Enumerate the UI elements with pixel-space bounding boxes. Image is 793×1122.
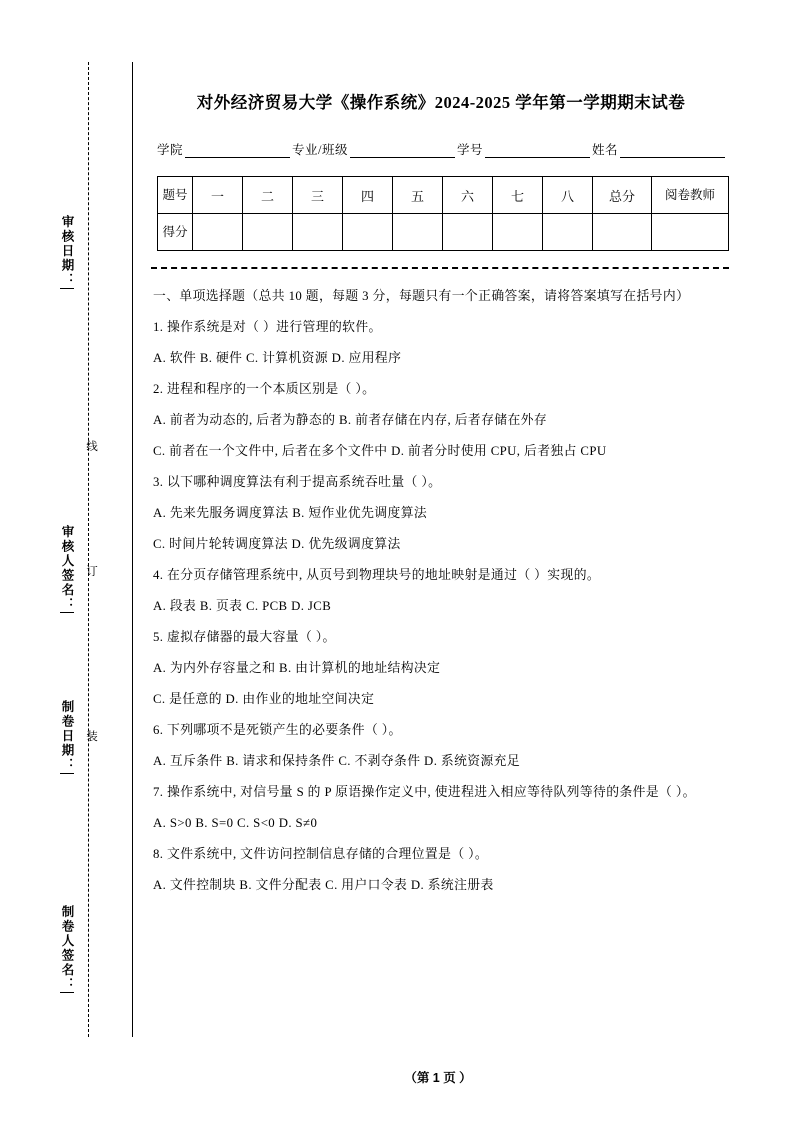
margin-dashed-line — [88, 62, 89, 1037]
col-total: 总分 — [593, 177, 652, 214]
col-4: 四 — [343, 177, 393, 214]
question-6-stem: 6. 下列哪项不是死锁产生的必要条件（ ）。 — [153, 723, 402, 737]
exam-content-frame — [132, 62, 745, 1037]
section-divider — [151, 267, 729, 269]
col-2: 二 — [243, 177, 293, 214]
row-label-question-number: 题号 — [158, 177, 193, 214]
margin-staple-mark: 订 — [85, 565, 97, 577]
question-3-stem: 3. 以下哪种调度算法有利于提高系统吞吐量（ ）。 — [153, 475, 442, 489]
question-5-options-ab: A. 为内外存容量之和 B. 由计算机的地址结构决定 — [153, 661, 441, 675]
question-6-options: A. 互斥条件 B. 请求和保持条件 C. 不剥夺条件 D. 系统资源充足 — [153, 754, 521, 768]
margin-review-signature: 审核人签名： — [60, 525, 74, 612]
margin-paper-date: 制卷日期： — [60, 700, 74, 773]
row-label-score: 得分 — [158, 214, 193, 251]
score-cell-5[interactable] — [393, 214, 443, 251]
table-row-score — [158, 214, 729, 251]
col-8: 八 — [543, 177, 593, 214]
score-cell-3[interactable] — [293, 214, 343, 251]
question-2-options-cd: C. 前者在一个文件中, 后者在多个文件中 D. 前者分时使用 CPU, 后者独占 CPU — [153, 444, 607, 458]
major-class-label: 专业/班级 — [292, 143, 348, 157]
score-cell-8[interactable] — [543, 214, 593, 251]
student-id-input[interactable] — [485, 143, 590, 158]
question-5-stem: 5. 虚拟存储器的最大容量（ ）。 — [153, 630, 336, 644]
question-3-options-ab: A. 先来先服务调度算法 B. 短作业优先调度算法 — [153, 506, 428, 520]
question-3-options-cd: C. 时间片轮转调度算法 D. 优先级调度算法 — [153, 537, 401, 551]
question-1-stem: 1. 操作系统是对（ ）进行管理的软件。 — [153, 320, 382, 334]
score-cell-4[interactable] — [343, 214, 393, 251]
college-input[interactable] — [185, 143, 290, 158]
col-5: 五 — [393, 177, 443, 214]
score-cell-7[interactable] — [493, 214, 543, 251]
score-cell-6[interactable] — [443, 214, 493, 251]
col-1: 一 — [193, 177, 243, 214]
table-row-header — [158, 177, 729, 214]
major-class-input[interactable] — [350, 143, 455, 158]
col-teacher: 阅卷教师 — [652, 177, 729, 214]
question-4-stem: 4. 在分页存储管理系统中, 从页号到物理块号的地址映射是通过（ ）实现的。 — [153, 568, 601, 582]
name-label: 姓名 — [592, 143, 619, 157]
question-1-options: A. 软件 B. 硬件 C. 计算机资源 D. 应用程序 — [153, 351, 402, 365]
score-cell-teacher[interactable] — [652, 214, 729, 251]
question-8-options: A. 文件控制块 B. 文件分配表 C. 用户口令表 D. 系统注册表 — [153, 878, 494, 892]
margin-bind-mark: 装 — [85, 730, 97, 742]
col-3: 三 — [293, 177, 343, 214]
question-body — [153, 281, 725, 901]
name-input[interactable] — [620, 143, 725, 158]
question-4-options: A. 段表 B. 页表 C. PCB D. JCB — [153, 599, 332, 613]
question-7-stem: 7. 操作系统中, 对信号量 S 的 P 原语操作定义中, 使进程进入相应等待队列等待的条件是（ ）。 — [153, 785, 696, 799]
score-table — [157, 176, 729, 251]
section-heading: 一、单项选择题（总共 10 题，每题 3 分，每题只有一个正确答案，请将答案填写在括号内） — [153, 289, 690, 303]
question-7-options: A. S>0 B. S=0 C. S<0 D. S≠0 — [153, 816, 318, 830]
score-cell-total[interactable] — [593, 214, 652, 251]
student-id-label: 学号 — [457, 143, 484, 157]
question-2-stem: 2. 进程和程序的一个本质区别是（ ）。 — [153, 382, 376, 396]
page-footer: （第 1 页 ） — [404, 1071, 472, 1085]
col-7: 七 — [493, 177, 543, 214]
margin-review-date: 审核日期： — [60, 215, 74, 288]
question-8-stem: 8. 文件系统中, 文件访问控制信息存储的合理位置是（ ）。 — [153, 847, 489, 861]
student-info-row — [157, 140, 727, 158]
margin-line-mark: 线 — [85, 440, 97, 452]
margin-paper-signature: 制卷人签名： — [60, 905, 74, 992]
score-cell-2[interactable] — [243, 214, 293, 251]
question-2-options-ab: A. 前者为动态的, 后者为静态的 B. 前者存储在内存, 后者存储在外存 — [153, 413, 548, 427]
question-5-options-cd: C. 是任意的 D. 由作业的地址空间决定 — [153, 692, 375, 706]
col-6: 六 — [443, 177, 493, 214]
score-cell-1[interactable] — [193, 214, 243, 251]
college-label: 学院 — [157, 143, 184, 157]
page-title: 对外经济贸易大学《操作系统》2024‑2025 学年第一学期期末试卷 — [196, 93, 686, 112]
